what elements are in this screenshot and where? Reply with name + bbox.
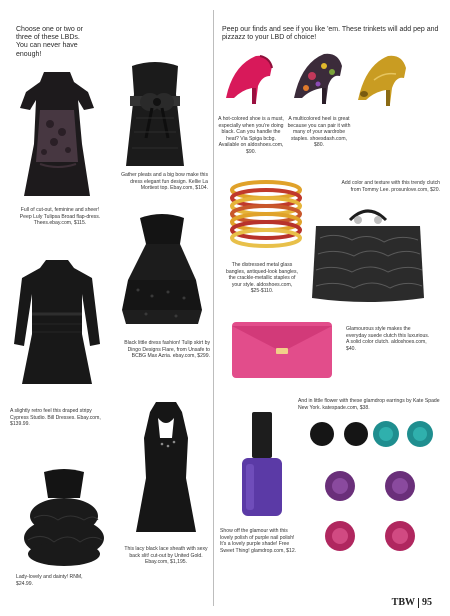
mustard-pumps-photo: [354, 44, 412, 110]
loose-dress-photo: [12, 254, 102, 394]
textured-bag-photo: [306, 202, 430, 306]
left-intro: Choose one or two or three of these LBDs. You can never have enough!: [16, 26, 83, 58]
cutout-dress-caption: This lacy black lace sheath with sexy back slit! cut-out by United Gold. Ebay.com, $1,195.: [124, 546, 208, 566]
footer-brand: TBW: [391, 597, 415, 608]
clutch-caption: Glamourous style makes the everyday suede clutch this luxurious. A solid color clutch. aldoshoes.com, $40.: [346, 326, 430, 352]
ruffle-dress-caption: Lady-lovely and dainty! RNM, $24.99.: [16, 574, 83, 587]
loose-dress-caption: A slightly retro feel this draped stripy Cypress Studio. Bill Dresses. Ebay.com, $139.99.: [10, 408, 101, 428]
footer-divider: [418, 598, 419, 608]
pink-clutch-photo: [230, 318, 334, 382]
pleat-dress-caption: Full of cut-out, feminine and sheer! Peep Luly Tulipsa Broad flap-dress. Thees.ebay.com, $115.: [19, 207, 101, 227]
earrings-caption: And in little flower with these glamdrop earrings by Kate Spade New York. katespade.com, $38.: [298, 398, 440, 411]
bow-dress-caption: Gather pleats and a big bow make this dress elegant fun design. Kellie La Mortiest top. Ebay.com, $104.: [121, 172, 208, 192]
bangles-photo: [226, 176, 306, 254]
little-dress-photo: [118, 210, 206, 330]
bag-caption: Add color and texture with this trendy clutch from Tommy Lee. prosunlove.com, $20.: [341, 180, 440, 193]
cutout-dress-photo: [126, 398, 206, 538]
polish-caption: Show off the glamour with this lovely polish of purple nail polish! It's a lovely purple shade! Free Sweet Thing! glamdrop.com, $12.: [220, 528, 297, 554]
print-pumps-photo: [290, 42, 346, 108]
page-footer: [392, 597, 432, 608]
stud-earrings-photo: [300, 414, 440, 562]
bangles-caption: The distressed metal glass bangles, antiqued-look bangles, the crackle-metallic staples of your style. aldoshoes.com, $25-$110.: [226, 262, 298, 295]
print-pumps-caption: A multicolored heel is great because you can pair it with many of your wardrobe staples. shoesdash.com, $80.: [287, 116, 351, 149]
ruffle-dress-photo: [22, 468, 106, 568]
bow-dress-photo: [112, 58, 198, 170]
right-intro: Peep our finds and see if you like 'em. These trinkets will add pep and pizzazz to your LBD of choice!: [222, 26, 439, 42]
page-number: 95: [422, 597, 432, 608]
pink-pumps-caption: A hot-colored shoe is a must, especially when you're doing black. Can you handle the heat? Via Spiga bcbg. Available on aldoshoes.com, $90.: [218, 116, 284, 155]
page-divider: [213, 10, 214, 606]
nail-polish-photo: [238, 408, 286, 520]
pink-pumps-photo: [222, 46, 278, 108]
sheer-dress-photo: [14, 66, 100, 204]
little-dress-caption: Black little dress fashion! Tulip skirt by Dingo Designs Flare, from Unsafe to BCBG Max Azria. ebay.com, $299.: [124, 340, 210, 360]
